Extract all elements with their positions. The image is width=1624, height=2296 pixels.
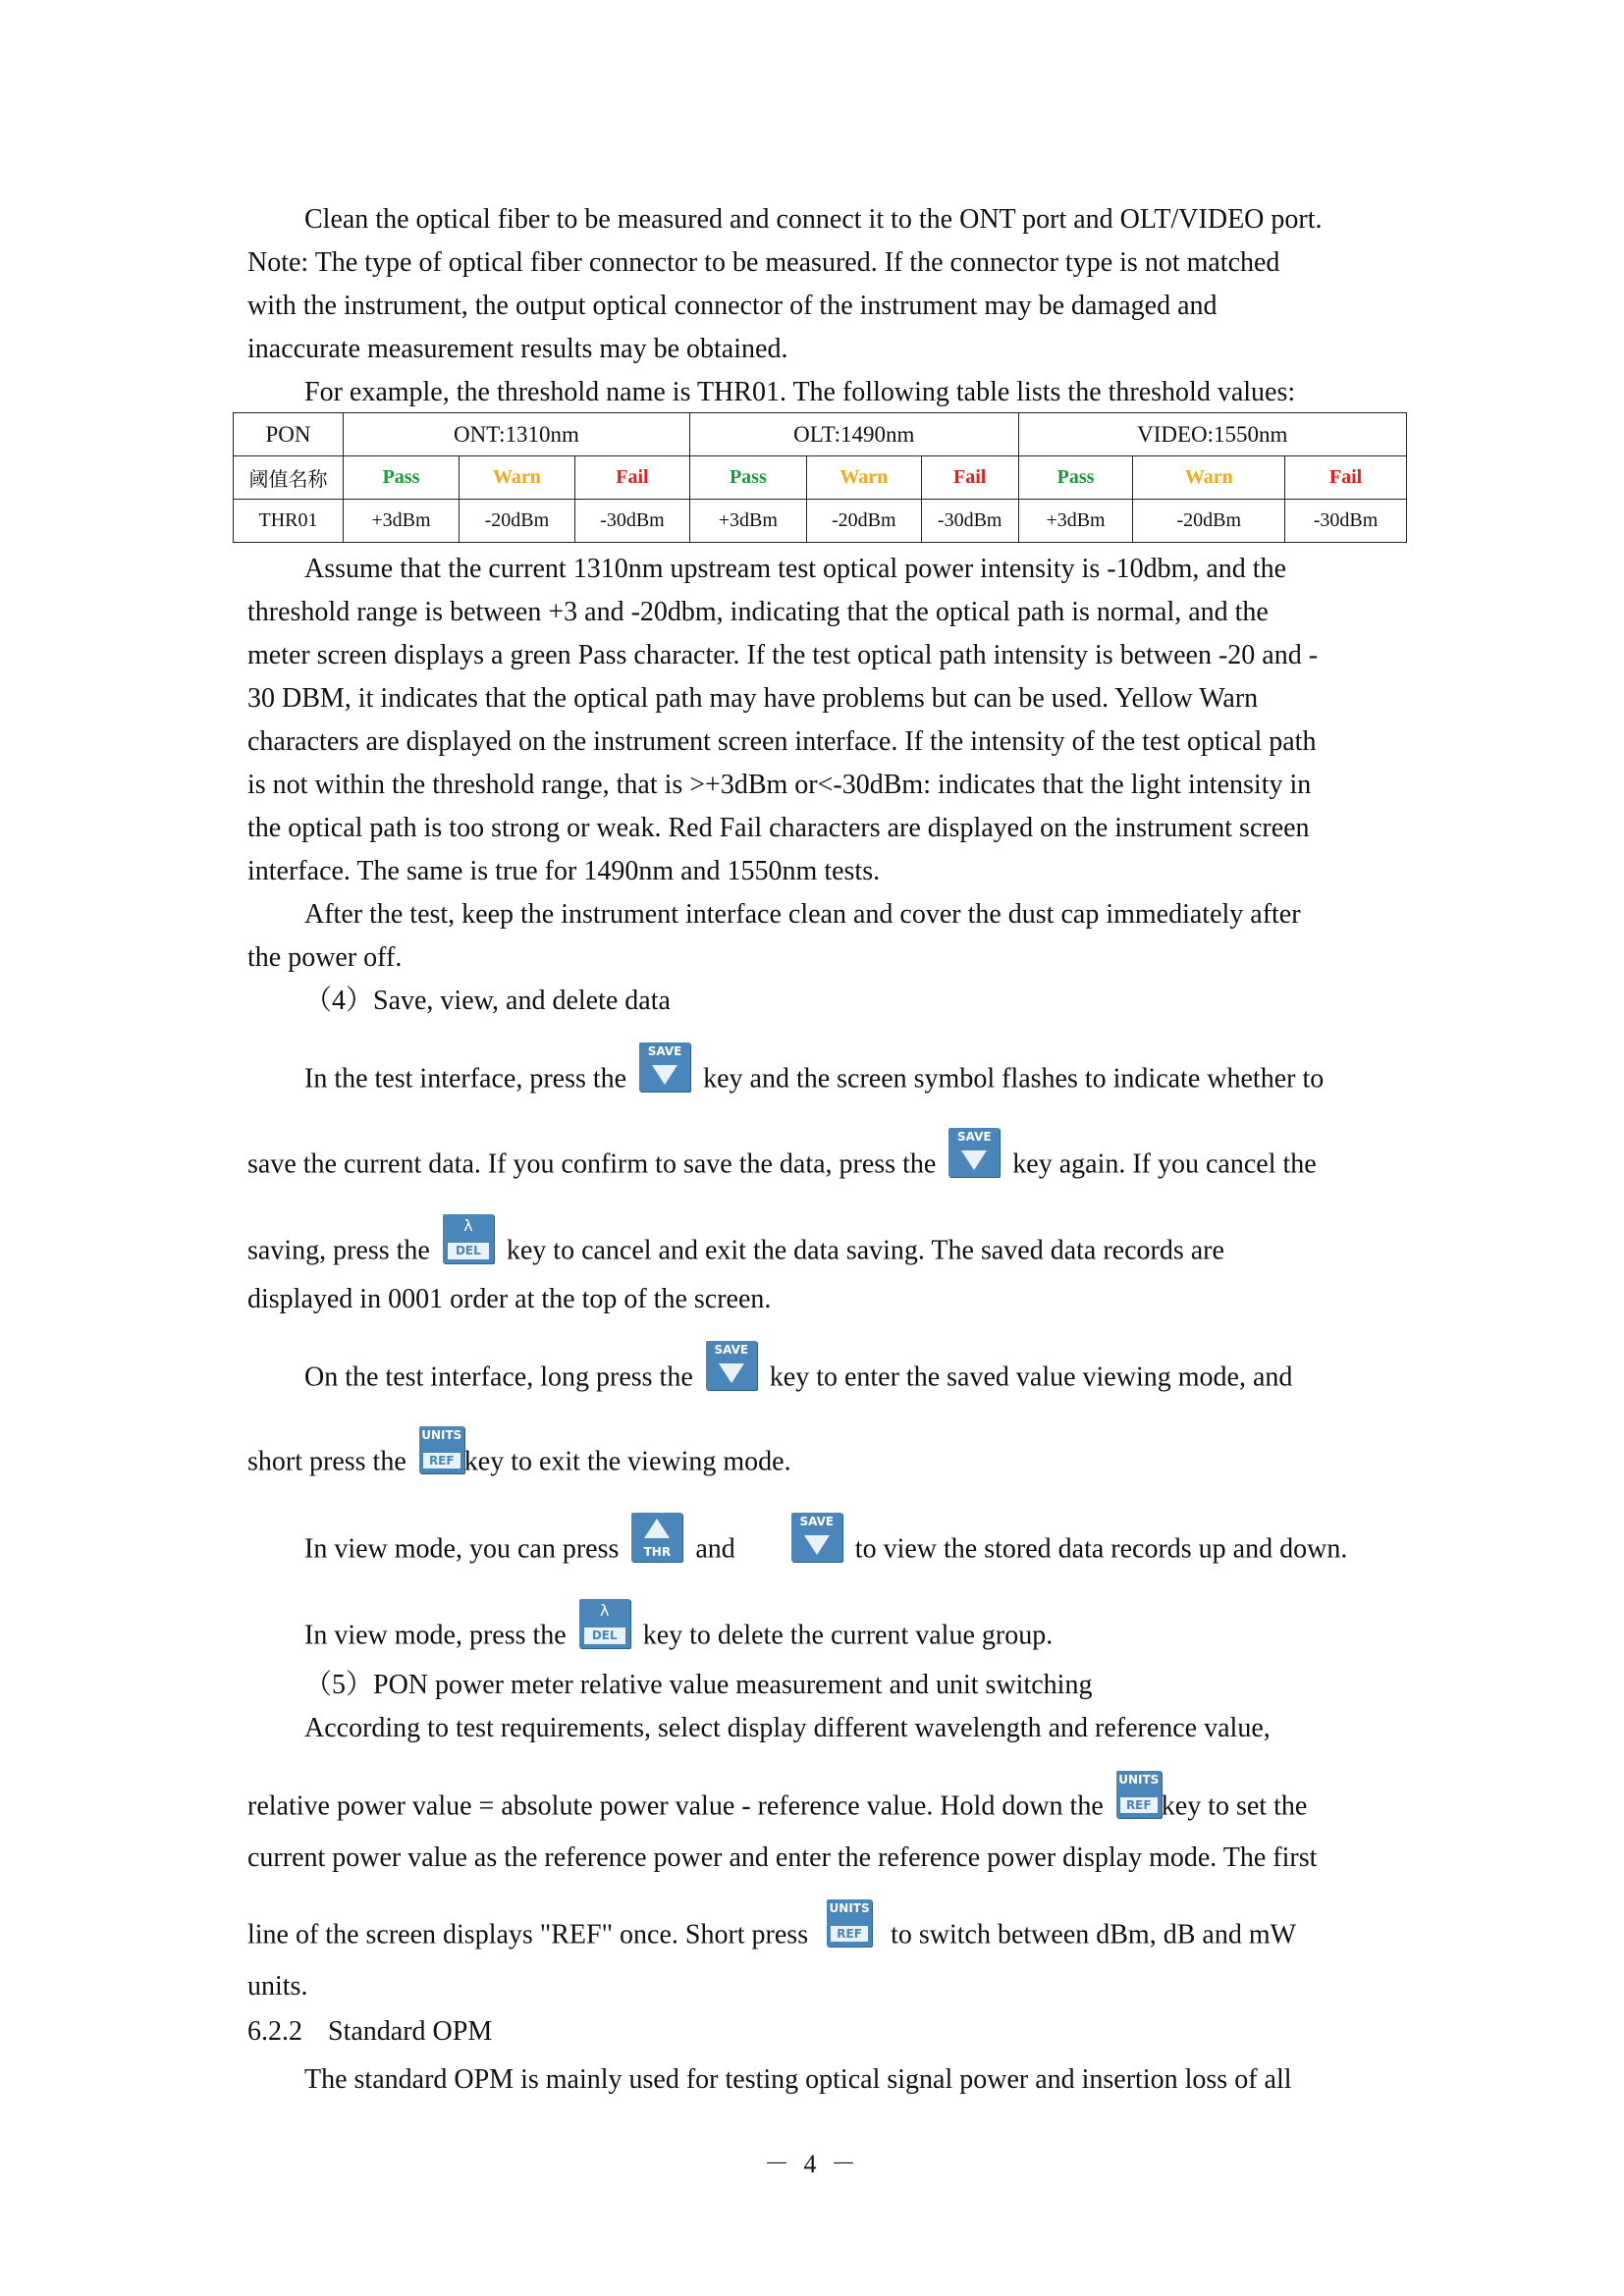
save-key-label: SAVE [714, 1343, 749, 1357]
paragraph-line: Clean the optical fiber to be measured and connect it to the ONT port and OLT/VIDEO port. [304, 204, 1323, 235]
text-span: On the test interface, long press the [304, 1362, 693, 1393]
table-cell-fail: Fail [921, 456, 1018, 500]
paragraph-line [247, 1901, 1297, 1952]
paragraph-line: The standard OPM is mainly used for testing optical signal power and insertion loss of all [304, 2064, 1292, 2095]
units-ref-key-icon [1116, 1771, 1162, 1818]
down-arrow-icon [719, 1363, 744, 1383]
table-cell-pass: Pass [1018, 456, 1133, 500]
table-cell-value: -20dBm [459, 500, 574, 543]
paragraph-line: displayed in 0001 order at the top of the screen. [247, 1284, 772, 1314]
units-key-label: UNITS [421, 1428, 462, 1442]
paragraph-line [304, 1343, 1293, 1394]
table-cell-value: +3dBm [344, 500, 460, 543]
units-key-label: UNITS [829, 1901, 870, 1915]
del-key-icon [443, 1214, 494, 1263]
table-cell-warn: Warn [1133, 456, 1285, 500]
paragraph-line: the power off. [247, 942, 403, 973]
paragraph-line: units. [247, 1971, 308, 2002]
table-cell-pass: Pass [689, 456, 806, 500]
paragraph-line: with the instrument, the output optical connector of the instrument may be damaged and [247, 291, 1218, 321]
paragraph-line: meter screen displays a green Pass character. If the test optical path intensity is between -20 and - [247, 640, 1319, 670]
paragraph-line: For example, the threshold name is THR01. The following table lists the threshold values: [304, 377, 1296, 407]
paragraph-line [247, 1428, 791, 1479]
table-cell-pass: Pass [344, 456, 460, 500]
text-span: key to delete the current value group. [642, 1620, 1054, 1651]
paragraph-line: inaccurate measurement results may be obtained. [247, 334, 788, 364]
table-cell-value: -30dBm [574, 500, 689, 543]
table-header-video: VIDEO:1550nm [1018, 413, 1406, 456]
paragraph-line: According to test requirements, select display different wavelength and reference value, [304, 1713, 1271, 1743]
table-cell-value: +3dBm [689, 500, 806, 543]
paragraph-line [247, 1216, 1224, 1267]
text-span: key to set the [1161, 1790, 1308, 1822]
del-key-label: DEL [448, 1243, 489, 1259]
paragraph-line: current power value as the reference power and enter the reference power display mode. The first [247, 1842, 1318, 1873]
down-arrow-icon [961, 1150, 987, 1170]
text-span: key to cancel and exit the data saving. The saved data records are [506, 1235, 1224, 1266]
ref-key-label: REF [831, 1926, 868, 1942]
save-key-label: SAVE [956, 1130, 992, 1144]
text-span: In view mode, press the [304, 1620, 567, 1651]
save-key-label: SAVE [799, 1515, 835, 1528]
text-span: key and the screen symbol flashes to indicate whether to [703, 1063, 1325, 1095]
text-span: In the test interface, press the [304, 1063, 627, 1095]
text-span: and [695, 1533, 735, 1565]
subsection-title: Standard OPM [328, 2016, 493, 2047]
save-key-label: SAVE [647, 1044, 682, 1058]
text-span: key to enter the saved value viewing mode, and [769, 1362, 1293, 1393]
down-arrow-icon [804, 1535, 830, 1555]
units-key-label: UNITS [1118, 1773, 1160, 1787]
paragraph-line [304, 1515, 1348, 1566]
table-cell-value: -20dBm [806, 500, 921, 543]
table-cell-value: -30dBm [1285, 500, 1407, 543]
table-cell-threshold-name-label: 阈值名称 [234, 456, 344, 500]
save-key-icon [639, 1042, 690, 1092]
text-span: save the current data. If you confirm to save the data, press the [247, 1148, 937, 1180]
paragraph-line: Note: The type of optical fiber connector to be measured. If the connector type is not matched [247, 247, 1280, 278]
text-span: key to exit the viewing mode. [463, 1446, 791, 1477]
lambda-key-label: λ [599, 1601, 610, 1620]
text-span: key again. If you cancel the [1012, 1148, 1317, 1180]
del-key-label: DEL [584, 1628, 625, 1644]
paragraph-line: the optical path is too strong or weak. Red Fail characters are displayed on the instrument screen [247, 813, 1310, 843]
table-cell-value: -30dBm [921, 500, 1018, 543]
text-span: line of the screen displays "REF" once. Short press [247, 1919, 809, 1950]
thr-key-label: THR [643, 1545, 672, 1559]
save-key-icon [791, 1513, 842, 1562]
text-span: In view mode, you can press [304, 1533, 620, 1565]
paragraph-line [247, 1773, 1308, 1824]
paragraph-line [247, 1130, 1317, 1181]
table-header-pon: PON [234, 413, 344, 456]
table-header-olt: OLT:1490nm [689, 413, 1018, 456]
text-span: relative power value = absolute power value - reference value. Hold down the [247, 1790, 1104, 1822]
subsection-heading [247, 2012, 492, 2052]
text-span: short press the [247, 1446, 406, 1477]
paragraph-line [304, 1044, 1325, 1095]
down-arrow-icon [652, 1065, 677, 1085]
paragraph-line: threshold range is between +3 and -20dbm, indicating that the optical path is normal, and the [247, 597, 1269, 627]
threshold-table [233, 412, 1407, 543]
table-cell-thr01: THR01 [234, 500, 344, 543]
section-heading-5: （5）PON power meter relative value measurement and unit switching [304, 1670, 1093, 1700]
units-ref-key-icon [419, 1426, 464, 1473]
section-heading-4: （4）Save, view, and delete data [304, 986, 671, 1016]
paragraph-line: is not within the threshold range, that is >+3dBm or<-30dBm: indicates that the light intensity in [247, 770, 1312, 800]
save-key-icon [706, 1341, 757, 1390]
paragraph-line: Assume that the current 1310nm upstream test optical power intensity is -10dbm, and the [304, 554, 1287, 584]
text-span: saving, press the [247, 1235, 430, 1266]
paragraph-line: characters are displayed on the instrument screen interface. If the intensity of the test optical path [247, 726, 1317, 757]
paragraph-line: 30 DBM, it indicates that the optical path may have problems but can be used. Yellow Warn [247, 683, 1259, 714]
text-span: to view the stored data records up and down. [854, 1533, 1348, 1565]
page-number: － 4 － [763, 2150, 860, 2178]
paragraph-line: After the test, keep the instrument interface clean and cover the dust cap immediately after [304, 899, 1301, 930]
table-cell-fail: Fail [574, 456, 689, 500]
table-cell-value: -20dBm [1133, 500, 1285, 543]
del-key-icon [579, 1599, 630, 1648]
table-cell-value: +3dBm [1018, 500, 1133, 543]
lambda-key-label: λ [463, 1216, 473, 1235]
table-header-ont: ONT:1310nm [344, 413, 690, 456]
ref-key-label: REF [1120, 1797, 1158, 1813]
save-key-icon [948, 1128, 1000, 1177]
ref-key-label: REF [423, 1453, 460, 1468]
units-ref-key-icon [827, 1899, 872, 1947]
subsection-number: 6.2.2 [247, 2016, 302, 2047]
table-cell-warn: Warn [806, 456, 921, 500]
text-span: to switch between dBm, dB and mW [891, 1919, 1297, 1950]
thr-key-icon [631, 1513, 682, 1562]
table-cell-warn: Warn [459, 456, 574, 500]
table-cell-fail: Fail [1285, 456, 1407, 500]
up-arrow-icon [644, 1519, 670, 1538]
paragraph-line: interface. The same is true for 1490nm and 1550nm tests. [247, 856, 881, 886]
paragraph-line [304, 1601, 1054, 1652]
